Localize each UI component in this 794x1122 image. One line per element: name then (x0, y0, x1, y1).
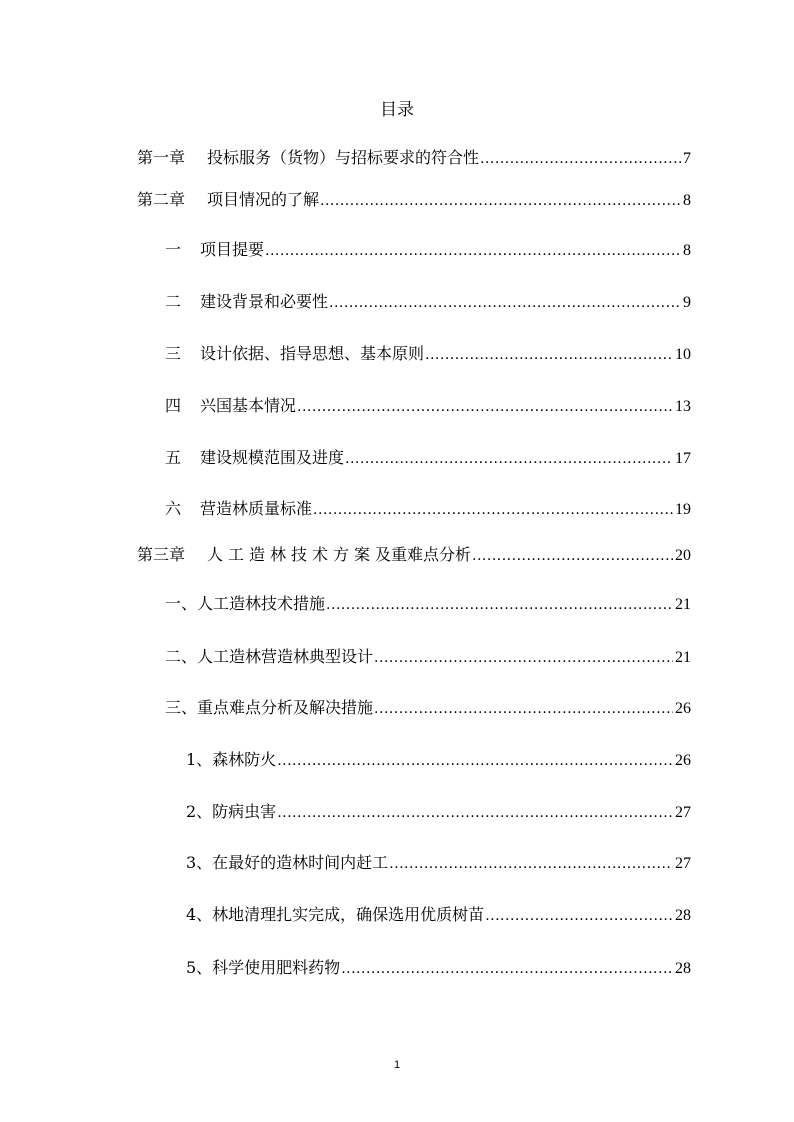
toc-entry-page: 19 (675, 501, 691, 518)
toc-dot-leader (374, 697, 673, 721)
toc-dot-leader (320, 189, 681, 213)
toc-entry[interactable] (186, 800, 691, 824)
toc-entry[interactable] (137, 146, 691, 170)
toc-entry-page: 8 (683, 242, 691, 259)
toc-entry-title: 及重难点分析 (375, 545, 472, 564)
toc-entry-number: 五 (165, 448, 182, 467)
toc-entry-page: 27 (675, 804, 691, 821)
toc-dot-leader (425, 343, 673, 367)
toc-entry[interactable] (186, 748, 691, 772)
toc-entry-title: 营造林质量标准 (200, 499, 313, 518)
toc-entry[interactable] (186, 903, 691, 927)
toc-entry-number: 四 (165, 396, 182, 415)
toc-entry-title: 二、人工造林营造林典型设计 (165, 647, 374, 666)
toc-entry[interactable] (165, 238, 691, 262)
toc-entry-number: 三 (165, 344, 182, 363)
toc-entry[interactable] (165, 342, 691, 366)
toc-entry-title: 项目提要 (200, 240, 265, 259)
toc-dot-leader (329, 291, 681, 315)
toc-dot-leader (345, 447, 673, 471)
toc-entry[interactable] (137, 543, 691, 567)
toc-entry-page: 26 (675, 752, 691, 769)
toc-entry[interactable] (137, 188, 691, 212)
toc-entry-title: 4、林地清理扎实完成，确保选用优质树苗 (186, 905, 485, 924)
toc-dot-leader (313, 498, 673, 522)
toc-entry[interactable] (165, 290, 691, 314)
toc-entry-page: 8 (683, 192, 691, 209)
toc-dot-leader (472, 544, 673, 568)
toc-entry-title: 设计依据、指导思想、基本原则 (200, 344, 425, 363)
toc-entry-title: 兴国基本情况 (200, 396, 297, 415)
toc-entry-page: 21 (675, 596, 691, 613)
toc-dot-leader (265, 239, 681, 263)
toc-entry-page: 26 (675, 700, 691, 717)
page-title: 目录 (380, 100, 414, 120)
toc-entry-title: 项目情况的了解 (207, 190, 320, 209)
toc-entry[interactable] (186, 851, 691, 875)
toc-entry[interactable] (165, 394, 691, 418)
toc-entry-page: 27 (675, 855, 691, 872)
toc-entry-title: 一、人工造林技术措施 (165, 594, 326, 613)
toc-entry-page: 13 (675, 398, 691, 415)
toc-entry-number: 一 (165, 240, 182, 259)
toc-entry-page: 21 (675, 649, 691, 666)
toc-entry-number: 二 (165, 292, 182, 311)
toc-entry-title: 投标服务（货物）与招标要求的符合性 (207, 148, 480, 167)
toc-entry-page: 28 (675, 960, 691, 977)
toc-entry[interactable] (165, 696, 691, 720)
toc-dot-leader (326, 593, 673, 617)
toc-dot-leader (297, 395, 673, 419)
toc-entry[interactable] (165, 592, 691, 616)
toc-dot-leader (374, 646, 673, 670)
toc-entry[interactable] (165, 446, 691, 470)
toc-entry-number: 六 (165, 499, 182, 518)
toc-dot-leader (480, 147, 681, 171)
toc-dot-leader (277, 749, 673, 773)
toc-entry-page: 10 (675, 346, 691, 363)
toc-dot-leader (389, 852, 673, 876)
toc-entry-page: 17 (675, 450, 691, 467)
toc-entry-title: 1、森林防火 (186, 750, 277, 769)
toc-dot-leader (341, 957, 673, 981)
toc-entry-title: 5、科学使用肥料药物 (186, 958, 341, 977)
toc-entry[interactable] (165, 497, 691, 521)
toc-entry-number: 第三章 (137, 545, 186, 564)
toc-entry-title: 2、防病虫害 (186, 802, 277, 821)
toc-entry-page: 20 (675, 547, 691, 564)
toc-entry-title: 3、在最好的造林时间内赶工 (186, 853, 389, 872)
toc-dot-leader (277, 801, 673, 825)
toc-entry-title: 建设规模范围及进度 (200, 448, 345, 467)
toc-entry-title-spaced: 人工造林技术方案 (207, 545, 376, 564)
toc-entry-title: 三、重点难点分析及解决措施 (165, 698, 374, 717)
toc-entry-title: 建设背景和必要性 (200, 292, 329, 311)
toc-dot-leader (485, 904, 673, 928)
toc-entry-number: 第一章 (137, 148, 186, 167)
toc-entry-page: 9 (683, 294, 691, 311)
toc-entry[interactable] (186, 956, 691, 980)
toc-entry-page: 28 (675, 907, 691, 924)
toc-entry-number: 第二章 (137, 190, 186, 209)
toc-entry[interactable] (165, 645, 691, 669)
toc-entry-page: 7 (683, 150, 691, 167)
page-number: 1 (393, 1059, 401, 1071)
